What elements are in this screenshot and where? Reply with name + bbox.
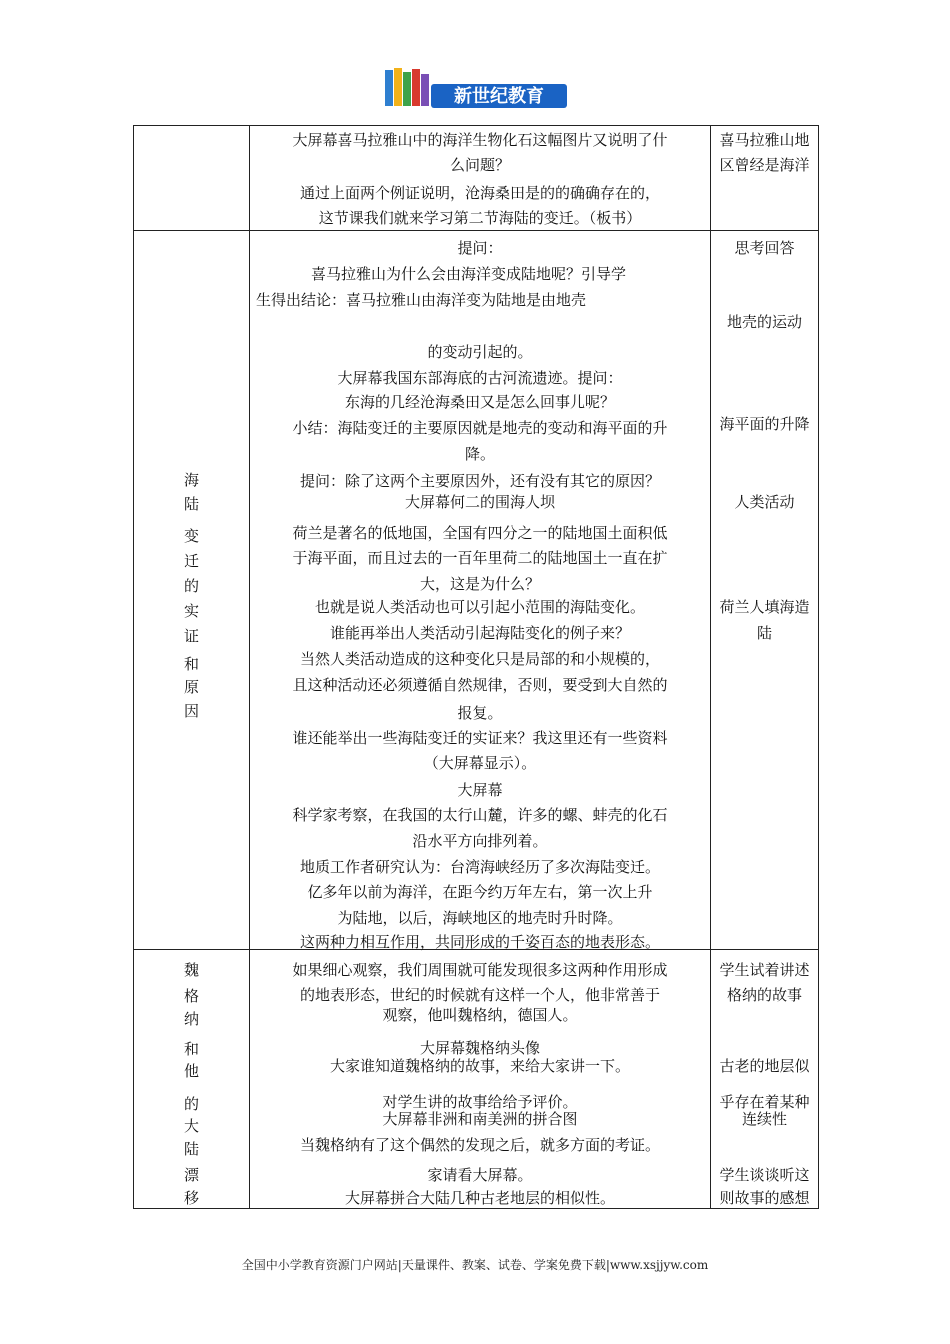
activity-line: 陆 — [756, 624, 772, 642]
content-line: 亿多年以前为海洋，在距今约万年左右，第一次上升 — [307, 883, 653, 901]
content-line: 这节课我们就来学习第二节海陆的变迁。（板书） — [318, 209, 642, 227]
content-line: 当然人类活动造成的这种变化只是局部的和小规模的， — [299, 650, 660, 668]
topic-cell — [134, 231, 250, 950]
topic-char: 大 — [183, 1117, 199, 1135]
table-row — [134, 950, 819, 1209]
topic-char: 陆 — [183, 495, 199, 513]
content-line: 么问题？ — [449, 156, 510, 174]
content-line: 大屏幕何二的围海人坝 — [404, 493, 555, 511]
topic-char: 证 — [183, 627, 199, 645]
content-line: 谁还能举出一些海陆变迁的实证来？我这里还有一些资料 — [292, 729, 668, 747]
content-line: 喜马拉雅山为什么会由海洋变成陆地呢？引导学 — [311, 265, 627, 283]
content-line: 小结：海陆变迁的主要原因就是地壳的变动和海平面的升 — [292, 419, 668, 437]
activity-cell — [711, 950, 819, 1209]
topic-char: 实 — [183, 602, 199, 620]
content-cell — [250, 950, 711, 1209]
topic-char: 原 — [183, 678, 199, 696]
topic-char: 迁 — [183, 552, 199, 570]
topic-char: 纳 — [183, 1010, 199, 1028]
topic-char: 因 — [183, 702, 199, 720]
content-line: 生得出结论：喜马拉雅山由海洋变为陆地是由地壳 — [256, 291, 587, 309]
content-line: 降。 — [464, 445, 495, 463]
content-line: 提问：除了这两个主要原因外，还有没有其它的原因？ — [299, 472, 660, 490]
topic-char: 格 — [183, 987, 199, 1005]
content-line: 沿水平方向排列着。 — [412, 832, 548, 850]
content-line: 大屏幕非洲和南美洲的拼合图 — [382, 1110, 578, 1128]
table-row — [134, 126, 819, 231]
activity-line: 海平面的升降 — [719, 415, 810, 433]
content-line: 科学家考察，在我国的太行山麓，许多的螺、蚌壳的化石 — [292, 806, 668, 824]
activity-line: 格纳的故事 — [726, 986, 802, 1004]
content-line: 大屏幕拼合大陆几种古老地层的相似性。 — [344, 1189, 615, 1207]
content-line: 这两种力相互作用，共同形成的千姿百态的地表形态。 — [299, 933, 660, 951]
content-line: （大屏幕显示）。 — [423, 754, 537, 772]
content-line: 为陆地，以后，海峡地区的地壳时升时降。 — [337, 909, 623, 927]
content-line: 谁能再举出人类活动引起海陆变化的例子来？ — [329, 624, 630, 642]
content-cell — [250, 126, 711, 231]
activity-cell — [711, 126, 819, 231]
content-line: 大，这是为什么？ — [419, 575, 540, 593]
activity-line: 思考回答 — [734, 239, 795, 257]
content-line: 如果细心观察，我们周围就可能发现很多这两种作用形成 — [292, 961, 668, 979]
activity-line: 人类活动 — [734, 493, 795, 511]
topic-char: 他 — [183, 1062, 199, 1080]
logo-text: 新世纪教育 — [454, 86, 544, 107]
activity-line: 学生谈谈听这 — [719, 1166, 810, 1184]
content-line: 对学生讲的故事给给予评价。 — [382, 1093, 578, 1111]
content-line: 大屏幕喜马拉雅山中的海洋生物化石这幅图片又说明了什 — [292, 131, 668, 149]
topic-char: 变 — [183, 527, 199, 545]
content-line: 大屏幕我国东部海底的古河流遗迹。提问： — [337, 369, 623, 387]
content-line: 观察，他叫魏格纳，德国人。 — [382, 1006, 578, 1024]
content-line: 大屏幕魏格纳头像 — [419, 1039, 540, 1057]
content-line: 于海平面，而且过去的一百年里荷二的陆地国土一直在扩 — [292, 549, 668, 567]
activity-line: 地壳的运动 — [726, 313, 802, 331]
content-line: 当魏格纳有了这个偶然的发现之后，就多方面的考证。 — [299, 1136, 660, 1154]
content-line: 东海的几经沧海桑田又是怎么回事儿呢？ — [344, 393, 615, 411]
topic-char: 的 — [183, 577, 199, 595]
content-line: 大屏幕 — [457, 781, 503, 799]
topic-char: 移 — [183, 1189, 199, 1207]
table-row — [134, 231, 819, 950]
content-line: 也就是说人类活动也可以引起小范围的海陆变化。 — [314, 598, 645, 616]
topic-char: 魏 — [183, 961, 199, 979]
content-line: 的地表形态，世纪的时候就有这样一个人，他非常善于 — [299, 986, 660, 1004]
lesson-plan-table — [133, 125, 819, 1209]
content-cell — [250, 231, 711, 950]
activity-line: 荷兰人填海造 — [719, 598, 810, 616]
site-logo — [383, 66, 569, 110]
topic-char: 海 — [183, 471, 199, 489]
activity-line: 喜马拉雅山地 — [719, 131, 810, 149]
content-line: 荷兰是著名的低地国，全国有四分之一的陆地国土面积低 — [292, 524, 668, 542]
topic-char: 和 — [183, 1040, 199, 1058]
content-line: 家请看大屏幕。 — [427, 1166, 533, 1184]
activity-line: 区曾经是海洋 — [719, 156, 810, 174]
content-line: 地质工作者研究认为：台湾海峡经历了多次海陆变迁。 — [299, 858, 660, 876]
content-line: 通过上面两个例证说明，沧海桑田是的的确确存在的， — [299, 184, 660, 202]
activity-line: 学生试着讲述 — [719, 961, 810, 979]
content-line: 大家谁知道魏格纳的故事，来给大家讲一下。 — [329, 1057, 630, 1075]
topic-cell — [134, 950, 250, 1209]
topic-char: 的 — [183, 1095, 199, 1113]
activity-cell — [711, 231, 819, 950]
topic-cell — [134, 126, 250, 231]
content-line: 的变动引起的。 — [427, 343, 533, 361]
activity-line: 连续性 — [741, 1110, 787, 1128]
page-footer: 全国中小学教育资源门户网站|天量课件、教案、试卷、学案免费下载|www.xsjjyw.com — [241, 1258, 709, 1272]
content-line: 提问： — [457, 239, 503, 257]
activity-line: 则故事的感想 — [719, 1189, 810, 1207]
content-line: 报复。 — [457, 704, 503, 722]
topic-char: 陆 — [183, 1140, 199, 1158]
topic-char: 漂 — [183, 1166, 199, 1184]
content-line: 且这种活动还必须遵循自然规律，否则，要受到大自然的 — [292, 676, 668, 694]
topic-char: 和 — [183, 655, 199, 673]
activity-line: 乎存在着某种 — [719, 1093, 810, 1111]
activity-line: 古老的地层似 — [719, 1057, 810, 1075]
